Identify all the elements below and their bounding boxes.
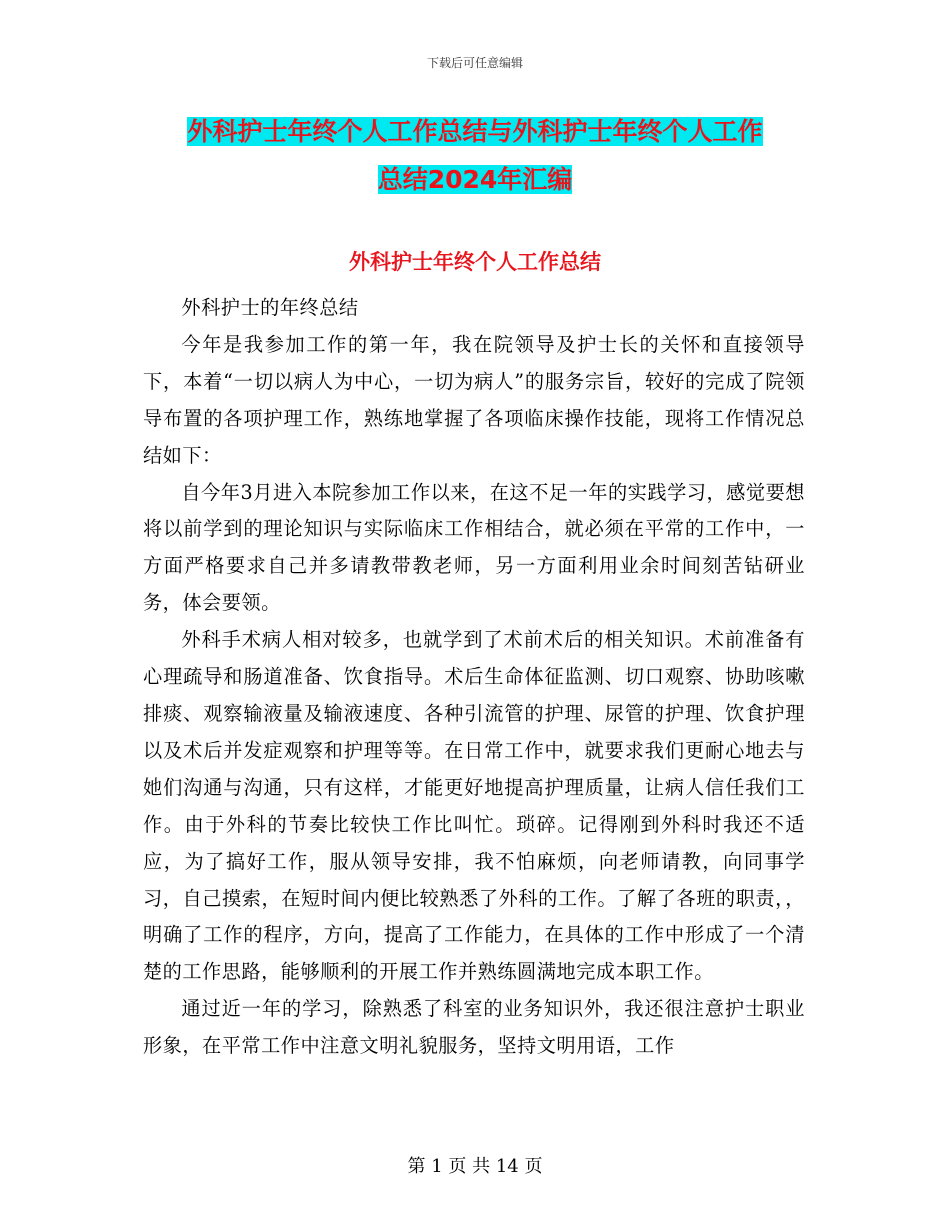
header-note: 下载后可任意编辑 — [426, 56, 523, 70]
title-line-2: 总结2024年汇编 — [377, 165, 573, 194]
title-line-1: 外科护士年终个人工作总结与外科护士年终个人工作 — [187, 117, 763, 146]
document-title — [140, 108, 810, 204]
paragraph: 通过近一年的学习，除熟悉了科室的业务知识外，我还很注意护士职业形象，在平常工作中注意文明礼貌服务，坚持文明用语，工作 — [143, 997, 805, 1058]
page-footer: 第 1 页 共 14 页 — [407, 1156, 543, 1177]
paragraph: 外科护士的年终总结 — [181, 296, 359, 319]
section-heading: 外科护士年终个人工作总结 — [349, 250, 601, 274]
paragraph: 自今年3月进入本院参加工作以来，在这不足一年的实践学习，感觉要想将以前学到的理论知识与实际临床工作相结合，就必须在平常的工作中，一方面严格要求自己并多请教带教老师，另一方面利用业余时间刻苦钻研业务，体会要领。 — [143, 480, 805, 615]
paragraph: 今年是我参加工作的第一年，我在院领导及护士长的关怀和直接领导下，本着“一切以病人为中心，一切为病人”的服务宗旨，较好的完成了院领导布置的各项护理工作，熟练地掌握了各项临床操作技能，现将工作情况总结如下： — [143, 332, 805, 467]
paragraph: 外科手术病人相对较多，也就学到了术前术后的相关知识。术前准备有心理疏导和肠道准备、饮食指导。术后生命体征监测、切口观察、协助咳嗽排痰、观察输液量及输液速度、各种引流管的护理、尿管的护理、饮食护理以及术后并发症观察和护理等等。在日常工作中，就要求我们更耐心地去与她们沟通与沟通，只有这样，才能更好地提高护理质量，让病人信任我们工作。由于外科的节奏比较快工作比叫忙。琐碎。记得刚到外科时我还不适应，为了搞好工作，服从领导安排，我不怕麻烦，向老师请教，向同事学习，自己摸索，在短时间内便比较熟悉了外科的工作。了解了各班的职责，，明确了工作的程序，方向，提高了工作能力，在具体的工作中形成了一个清楚的工作思路，能够顺利的开展工作并熟练圆满地完成本职工作。 — [143, 628, 805, 984]
body-text — [143, 290, 805, 1065]
